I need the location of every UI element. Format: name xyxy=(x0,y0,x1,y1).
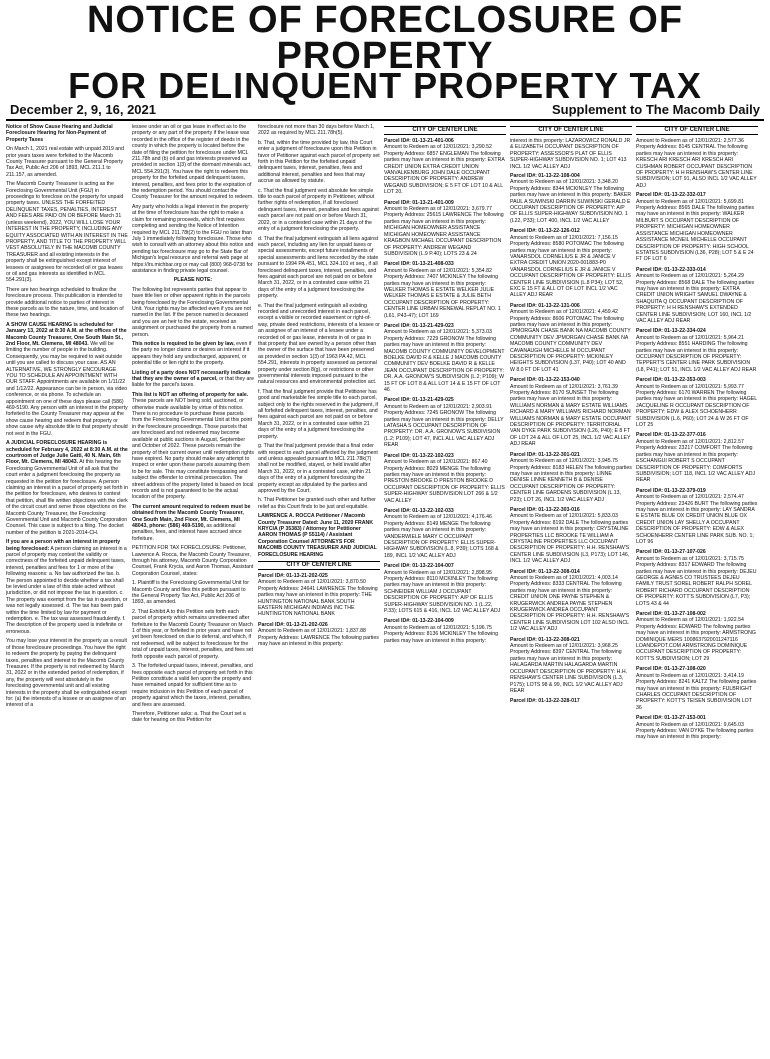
parcel-entry xyxy=(510,637,632,695)
section-heading: CITY OF CENTER LINE xyxy=(258,561,380,570)
parcel-details: Amount to Redeem as of 12/01/2021: 3,290.52 Property Address: 6857 ENGLEMAN The following parties may have an interest in this property: EXTRA CREDIT UNION EXTRA CREDIT UNION VANVALKENBURG JOHN DALE OCCUPANT DESCRIPTION OF PROPERTY: ANDREW WEGAND SUBDIVISION; E 5 FT OF LOT 10 & ALL LOT 20. xyxy=(384,144,505,196)
paragraph-text: We will be limiting the number of people in the building. Consequently, you may be required to wait outside until you are called to discuss your case. AS AN ALTERNATIVE, WE STRONGLY ENCOURAGE YOU TO SCHEDULE AN APPOINTMENT WITH OUR STAFF. Appointments are available on 1/11/22 and 1/12/22. Appearance can be in person, via video conference, or via phone. To schedule an appointment on one of these days please call (586) 469-5190. Any person with an interest in the property forfeited to the County Treasurer may appear at the show cause hearing and redeem that property or show cause why absolute title to that property should not vest in the FGU. xyxy=(6,341,128,437)
parcel-id: Parcel ID#: 01-13-22-102-033 xyxy=(384,507,454,514)
parcel-entry xyxy=(384,261,506,319)
paragraph-text: as additional penalties, fees, and interest have accrued since forfeiture. xyxy=(132,522,242,542)
parcel-id: Parcel ID#: 01-13-21-202-026 xyxy=(258,621,328,628)
paragraph: The following list represents parties that appear to have title lien or other apparent rights in the parcels being foreclosed by the Foreclosing Governmental Unit. Your rights may be affected even if you are not named in the list. If the person named is deceased and you are an heir to the estate, received an assignment or purchased the property from a named person. xyxy=(132,286,253,338)
parcel-id: Parcel ID#: 01-13-27-108-002 xyxy=(636,611,706,618)
signature-block: LAWRENCE A. ROCCA Petitioner / Macomb County Treasurer Dated: June 11, 2020 FRANK KRYCIA (P 35383) / Attorney for Petitioner AARON THOMAS (P 55114) / Assistant Corporation Counsel ATTORNEYS FOR MACOMB COUNTY TREASURER AND JUDICIAL FORECLOSURE HEARING xyxy=(258,513,377,558)
columns xyxy=(6,124,764,1059)
title-line-1: NOTICE OF FORECLOSURE OF PROPERTY xyxy=(86,0,684,77)
paragraph: e. That the final judgment extinguish all existing recorded and unrecorded interest in each parcel, except a visible or recorded easement or right-of-way, private deed restrictions, interests of a lessee or an assignee of an interest of a lessee under a recorded oil or gas lease, interests in oil or gas in that property that are owned by a person other than the owner of the surface that have been preserved as provided in section 1(3) of 1963 PA 42, MCL 554.291, interests in property assessed as personal property under section 8(g), or restrictions or other governmental interests imposed pursuant to the natural resources and environmental protection act. xyxy=(258,302,380,386)
paragraph: Any party who holds a legal interest in the property at the time of foreclosure has the right to make a claim for remaining proceeds, which first requires completing and sending the Notice of Intention required by MCL 211.78t(2) to the FGU no later than July 1 immediately following foreclosure. Those who wish to consult with an attorney about this notice and pending tax foreclosure may go to the State Bar of Michigan's legal resource and referral web page at https://lrs.michbar.org or may call (800) 968-0738 for assistance in finding private legal counsel. xyxy=(132,203,254,274)
parcel-id: Parcel ID#: 01-13-27-153-001 xyxy=(636,715,706,722)
parcel-details: Amount to Redeem as of 12/01/2021: 4,459.42 Property Address: 8606 POTOMAC The following parties may have an interest in this property: JPMORGAN CHASE BANK NA MACOMB COUNTY COMMUNITY DEV JPMORGAN CHASE BANK NA MACOMB COUNTY COMMUNITY DEV CAVANAUGH MICHELLE M OCCUPANT DESCRIPTION OF PROPERTY: MCKINLEY HEIGHTS SUBDIVISION (L37, P40); LOT 40 AND W 8.0 FT OF LOT 41 xyxy=(510,309,631,373)
parcel-entry xyxy=(636,549,758,607)
paragraph: 3. The forfeited unpaid taxes, interest, penalties, and fees opposite each parcel of property set forth in this Petition constitute a valid lien upon the property and have remained unpaid for sufficient time as to require inclusion in this Petition of each parcel of property against which the taxes, interest, penalties, and fees are assessed. xyxy=(132,663,253,708)
parcel-id: Parcel ID#: 01-13-21-401-006 xyxy=(384,138,454,144)
parcel-entry xyxy=(510,698,632,704)
paragraph-text: These parcels are NOT being sold, auctioned, or otherwise made available by virtue of this notice. There is no procedure to purchase these parcels from the Foreclosing Governmental Unit at this point in the foreclosure proceedings. Those parcels that are foreclosed and not redeemed may become available at public auctions in August, September and October of 2022. These parcels remain the property of their current owner until redemption rights have expired. No party should make any attempt to inspect or enter upon these parcels assuming them to be for sale. This may constitute trespassing and subject the offender to criminal prosecution. The street address of the property listed is based on local records and is not guaranteed to be the actual location of the property. xyxy=(132,398,254,501)
listing-text: Listing of a party does NOT necessarily indicate that they are the owner of a parcel, xyxy=(132,369,251,383)
parcel-id: Parcel ID#: 01-13-22-131-006 xyxy=(510,302,580,309)
column-5 xyxy=(510,124,632,1059)
publication-dates: December 2, 9, 16, 2021 xyxy=(10,102,156,117)
parcel-details: Amount to Redeem as of 12/01/2021: 3,870.50 Property Address: 24641 LAWRENCE The following parties may have an interest in this property: THE HUNTINGTON NATIONAL BANK SOUTH EASTERN MICHIGAN INDIANS INC THE HUNTINGTON NATIONAL BANK xyxy=(258,579,378,618)
column-1 xyxy=(6,124,128,1059)
section-heading: CITY OF CENTER LINE xyxy=(384,126,506,135)
parcel-id: Parcel ID#: 01-13-27-108-020 xyxy=(636,666,706,673)
parcel-details: Amount to Redeem as of 12/01/2021: 7,156.15 Property Address: 8580 POTOMAC The following parties may have an interest in this property: VANARSDOL CORNELIUS E JR & JANICE V EXTRA CREDIT UNION 2020-001883-P0 VANARSDOL CORNELIUS E JR & JANICE V OCCUPANT DESCRIPTION OF PROPERTY: ELLIS CENTER LINE SUBDIVISION (L.8 P34); LOT 52, EXC E 15 FT & ALL OT OF LOT INCL 1/2 VAC ALLEY ADJ REAR xyxy=(510,234,631,299)
paragraph: On March 1, 2021 real estate with unpaid 2019 and prior years taxes were forfeited to the Macomb County Treasurer pursuant to the General Property Tax Act, Public Act 206 of 1893, MCL 211.1 to 211.157, as amended. xyxy=(6,146,124,178)
parcel-details: Amount to Redeem as of 12/01/2021: 9,645.03 Property Address: VAN DYKE The following parties may have an interest in this property: xyxy=(636,721,754,741)
supplement-label: Supplement to The Macomb Daily xyxy=(551,102,760,117)
paragraph xyxy=(132,504,254,542)
paragraph xyxy=(6,539,128,635)
parcel-entry xyxy=(384,200,506,258)
paragraph xyxy=(6,322,128,437)
parcel-details: Amount to Redeem as of 12/01/2021: 2,898.95 Property Address: 8110 MCKINLEY The following parties may have an interest in this property: SCHNEIDER WILLIAM J OCCUPANT DESCRIPTION OF PROPERTY: A/P OF ELLIS SUPER-HIGHWAY SUBDIVISION NO. 1 (L.22, P.33); LOTS 615 & 416, INCL 1/2 VAC ALLEY ADJ xyxy=(384,569,501,615)
parcel-entry xyxy=(636,192,758,262)
title-line-2: FOR DELINQUENT PROPERTY TAX xyxy=(68,65,702,106)
parcel-id: Parcel ID#: 01-13-22-334-024 xyxy=(636,328,706,335)
paragraph-text: or that they are liable for the parcel's taxes. xyxy=(132,376,254,389)
paragraph: The Macomb County Treasurer is acting as the Foreclosing Governmental Unit (FGU) in proceedings to foreclose on the property for unpaid property taxes. UNLESS THE FORFEITED DELINQUENT TAXES, PENALTIES, INTEREST AND FEES ARE PAID ON OR BEFORE March 31 (unless weekend), 2022, YOU WILL LOSE YOUR INTEREST IN THE PROPERTY, INCLUDING ANY EQUITY ASSOCIATED WITH AN INTEREST IN THE PROPERTY, AND TITLE TO THE PROPERTY WILL VEST ABSOLUTELY IN THE MACOMB COUNTY TREASURER and all existing interests in the property shall be extinguished except interest of lessees or assignees for recorded oil or gas leases or oil and gas interests as identified in MCL 554.291(3). xyxy=(6,181,128,284)
parcel-id: Parcel ID#: 01-13-21-401-009 xyxy=(384,199,454,206)
parcel-id: Parcel ID#: 01-13-22-104-007 xyxy=(384,563,454,570)
page-title xyxy=(6,2,764,104)
parcel-entry xyxy=(258,573,380,618)
paragraph: foreclosure not more than 30 days before March 1, 2022 as required by MCL 211.78h(5). xyxy=(258,124,375,137)
parcel-entry xyxy=(384,397,506,448)
parcel-details: Amount to Redeem as of 12/01/2021: 4,003.14 Property Address: 8333 CENTRAL The following parties may have an interest in this property: CREDIT UNION ONE PAYNE STEPHEN & KRUGERWICK ANDREA PAYNE STEPHEN KRUGERWICK ANDREA OCCUPANT DESCRIPTION OF PROPERTY: H.H. RENSHAW'S CENTER LINE SUBDIVISION LOT 102 ALSO INCL 1/2 VAC ALLEY ADJ xyxy=(510,575,630,633)
parcel-details: Amount to Redeem as of 12/01/2021: 5,993.77 Property Address: 6170 WARREN The following parties may have an interest in this property: HAGEL JACQUELINE R OCCUPANT DESCRIPTION OF PROPERTY: EDW & ALEX SCHOENHERR SUBDIVISION (L.6, P60); LOT 24 & W 26 FT OF LOT 25 xyxy=(636,383,757,429)
parcel-entry xyxy=(636,715,758,741)
paragraph: b. That, within the time provided by law, this Court enter a judgment of foreclosure upon this Petition in favor of Petitioner against each parcel of property set forth in this Petition for the forfeited unpaid delinquent taxes, interest, penalties, fees and additional interest, penalties and fees that may accrue as allowed by statute. xyxy=(258,139,380,185)
parcel-entry xyxy=(384,508,506,559)
paragraph: There are two hearings scheduled to finalize the foreclosure process. This publication is intended to provide additional notice to parties of interest in these parcels as to the nature, time, and location of these two hearings. xyxy=(6,286,124,319)
parcel-id: Parcel ID#: 01-13-22-126-012 xyxy=(510,228,580,235)
parcel-entry xyxy=(384,563,506,614)
parcel-details: Amount to Redeem as of 12/01/2021: 5,354.82 Property Address: 7407 MCKINLEY The following parties may have an interest in this property: WELKER THOMAS E ESTATE WELKER JULIE WELKER THOMAS E ESTATE & JULIE BETH OCCUPANT DESCRIPTION OF PROPERTY: CENTER LINE URBAN RENEWAL REPLAT NO. 1 (L61, P43-47); LOT 169 xyxy=(384,267,501,319)
parcel-id: Parcel ID#: 01-13-22-308-021 xyxy=(510,636,580,643)
parcel-id: Parcel ID#: 01-13-22-377-016 xyxy=(636,432,706,439)
parcel-details: Amount to Redeem as of 12/01/2021: 2,574.47 Property Address: 23426 BURT The following parties may have an interest in this property: LAY SANDRA E ESTATE BLUE OX CREDIT UNION BLUE OX CREDIT UNION LAY SHELLY A OCCUPANT DESCRIPTION OF PROPERTY: EDW & ALEX SCHOENHERR CENTER LINE PARK SUB. NO. 1; LOT 96 xyxy=(636,494,758,545)
paragraph: PETITION FOR TAX FORECLOSURE: Petitioner, Lawrence A. Rocca, the Macomb County Treasurer, through his attorney, Macomb County Corporation Counsel, Frank Krycia, and Aaron Thomas, Assistant Corporation Counsel, states: xyxy=(132,545,254,577)
parcel-entry xyxy=(636,488,758,546)
newspaper-page xyxy=(0,2,770,1026)
parcel-details: Amount to Redeem as of 12/01/2021: 3,348.20 Property Address: 8344 MCKINLEY The following parties may have an interest in this property: BAKER PAUL A SUWINSKI DARRIN SUWINSKI GERALD E OCCUPANT DESCRIPTION OF PROPERTY: A/P OF ELLIS SUPER-HIGHWAY SUBDIVISION NO. 1 (L22, P33); LOT 400, INCL 1/2 VAC ALLEY xyxy=(510,179,632,224)
paragraph: c. That the final judgment vest absolute fee simple title to each parcel of property in Petitioner, without further rights of redemption, if all foreclosed delinquent taxes, interest, penalties and fees against each parcel are not paid on or before March 31, 2022, or in a contested case within 21 days of the entry of a judgment foreclosing the property. xyxy=(258,187,379,233)
parcel-id: Parcel ID#: 01-13-22-104-009 xyxy=(384,618,454,625)
paragraph: 2. That Exhibit A to this Petition sets forth each parcel of property which remains unredeemed after forfeiture to the Macomb County Treasurer on March 1 of this year, or forfeited in prior years and have not yet been foreclosed on due to deferral, and which, if not redeemed, will be subject to foreclosure for the total of unpaid taxes, interest, penalties, and fees set forth opposite each parcel of property. xyxy=(132,608,254,660)
parcel-details: Amount to Redeem as of 12/01/2021: 3,968.25 Property Address: 8397 CENTRAL The following parties may have an interest in this property: HALAGARDA MARTIN HALAGARDA MARTIN OCCUPANT DESCRIPTION OF PROPERTY: H.H. RENSHAW'S CENTER LINE SUBDIVISION (L.3, P175); LOTS 98 & 99, INCL 1/2 VAC ALLEY ADJ REAR xyxy=(510,643,628,694)
parcel-entry xyxy=(384,138,506,196)
parcel-id: Parcel ID#: 01-13-21-408-033 xyxy=(384,261,454,268)
parcel-details: Amount to Redeem as of 12/01/2021: 5,373.03 Property Address: 7229 GRONOW The following parties may have an interest in this property: MACOMB COUNTY COMMUNITY DEVELOPMENT BOELKE DAVID R & KELLE J MACOMB COUNTY COMMUNITY DEV BOELKE DAVID R & KELLE JEAN OCCUPANT DESCRIPTION OF PROPERTY: DR. A.A. GRONOW'S SUBDIVISION (L.2; P109); W 15 FT OF LOT 8 & ALL LOT 14 & E 15 FT OF LOT 46 xyxy=(384,329,505,394)
paragraph xyxy=(132,341,254,367)
parcel-id: Parcel ID#: 01-13-22-108-004 xyxy=(510,173,580,180)
parcel-entry xyxy=(384,453,506,504)
parcel-entry xyxy=(258,622,380,648)
parcel-details: Amount to Redeem as of 12/01/2021: 867.40 Property Address: 8029 MENGE The following parties may have an interest in this property: PRESTON BROOKE D PRESTON BROOKE D OCCUPANT DESCRIPTION OF PROPERTY: ELLIS SUPER-HIGHWAY SUBDIVISION LOT 266 & 1/2 VAC ALLEY xyxy=(384,459,505,504)
paragraph xyxy=(132,392,254,501)
paragraph: g. That the final judgment provide that a final order with respect to each parcel affected by the judgment and unless appealed pursuant to MCL 211.78k(7) shall not be modified, stayed, or held invalid after March 31, 2022, or in a contested case, within 21 days of the entry of a judgment foreclosing the property except as stipulated by the parties and approved by the Court. xyxy=(258,443,378,494)
parcel-entry xyxy=(510,377,632,447)
parcel-details: Amount to Redeem as of 12/01/2021: 5,699.81 Property Address: 8565 DALE The following parties may have an interest in this property: WALKER MILBURT S OCCUPANT DESCRIPTION OF PROPERTY: MICHIGAN HOMEOWNER ASSISTANCE MICHIGAN HOMEOWNER ASSISTANCE MCNEIL MICHELLE OCCUPANT DESCRIPTION OF PROPERTY: HIGH SCHOOL ESTATES SUBDIVISION (L36, P28); LOT 5 & E 24 FT OF LOT 6 xyxy=(636,198,755,263)
parcel-id: Parcel ID#: 01-13-22-328-017 xyxy=(510,698,580,705)
paragraph xyxy=(132,370,254,389)
paragraph-text: At this hearing the Foreclosing Governmental Unit of all ask that the court enter a judgment foreclosing the property as requested in the petition for foreclosure. A person claiming an interest in a parcel of property set forth in the petition for foreclosure, who desires to contest that petition, shall file written objections with the clerk of the circuit court and serve those objections on the Macomb County Treasurer, the Foreclosing Governmental Unit and Macomb County Corporation Counsel. This case is subject to a filing. The docket number of the petition is 2021-2014-CH. xyxy=(6,459,128,536)
parcel-details: Amount to Redeem as of 12/01/2021: 5,264.29 Property Address: 8568 DALE The following parties may have an interest in this property: EXTRA CREDIT UNION WRIGHT SAMUEL DWAYNE & SHAQUITA Q OCCUPANT DESCRIPTION OF PROPERTY: H H RENSHAW'S EXTENDED CENTER LINE SUBDIVISION; LOT 160, INCL 1/2 VAC ALLEY ADJ REAR xyxy=(636,273,755,324)
parcel-entry xyxy=(636,611,758,662)
parcel-id: Parcel ID#: 01-13-22-333-014 xyxy=(636,266,706,273)
please-note-heading: PLEASE NOTE: xyxy=(173,277,213,284)
parcel-continued: interest in this property: LAZAROWICZ RONALD JR & ELIZABETH OCCUPANT DESCRIPTION OF PROPERTY: ASSESSOR'S PLAT OF ELLIS SUPER-HIGHWAY SUBDIVISION NO. 1; LOT 413 INCL 1/2 VAC ALLEY ADJ xyxy=(510,138,631,170)
column-2 xyxy=(132,124,254,1059)
parcel-details: Amount to Redeem as of 12/01/2021: 5,833.03 Property Address: 8192 DALE The following parties may have an interest in this property: CRYSTALINE PROPERTIES LLC BROOKE TE WILLIAM A CRYSTALINE PROPERTIES LLC OCCUPANT DESCRIPTION OF PROPERTY: H.H. RENSHAW'S CENTER LINE SUBDIVISION (L3, P173); LOT 146, INCL 1/2 VAC ALLEY ADJ xyxy=(510,513,630,565)
not-for-sale-text: This list is NOT an offering of property for sale. xyxy=(132,391,249,398)
parcel-continued: Amount to Redeem as of 12/01/2021: 2,577.36 Property Address: 8145 CENTRAL The following parties may have an interest in this property: KRESCH ARI KRESCH ARI KRESCH ARI CUSHMAN ROBERT OCCUPANT DESCRIPTION OF PROPERTY: H H RENSHAW'S CENTER LINE SUBDIVISION; LOT 91, ALSO INCL 1/2 VAC ALLEY ADJ xyxy=(636,138,757,189)
paragraph xyxy=(6,440,128,536)
column-6 xyxy=(636,124,758,1059)
parcel-id: Parcel ID#: 01-13-21-429-025 xyxy=(384,397,454,404)
parcel-id: Parcel ID#: 01-13-21-202-025 xyxy=(258,573,328,579)
parcel-entry xyxy=(510,173,632,224)
parcel-entry xyxy=(636,432,758,483)
section-heading: CITY OF CENTER LINE xyxy=(636,126,758,135)
parcel-id: Parcel ID#: 01-13-27-107-026 xyxy=(636,549,706,556)
parcel-details: Amount to Redeem as of 12/01/2021: 3,945.75 Property Address: 8183 HELEN The following parties may have an interest in this property: LINNE DENISE LINNE KENNETH B & DENISE OCCUPANT DESCRIPTION OF PROPERTY: CENTER LINE GARDENS SUBDIVISION (L.13, P23); LOT 26, INCL 1/2 VAC ALLEY ADJ xyxy=(510,458,632,503)
parcel-id: Parcel ID#: 01-13-21-429-023 xyxy=(384,322,454,329)
paragraph: Therefore, Petitioner asks: a. That the Court set a date for hearing on this Petition for xyxy=(132,710,246,724)
column-4 xyxy=(384,124,506,1059)
parcel-details: Amount to Redeem as of 12/01/2021: 3,715.75 Property Address: 8317 EDWARD The following parties may have an interest in this property: DEJEU GEORGE & AGNES CO TRUSTEES DEJEU FAMILY TRUST SOREL ROBERT RALPH SOREL ROBERT RICHARD OCCUPANT DESCRIPTION OF PROPERTY: KOTT'S SUBDIVISION (L7, P3); LOTS 43 & 44 xyxy=(636,555,757,607)
parcel-entry xyxy=(510,303,632,373)
interest-heading: If you are a person with an interest in property being foreclosed: xyxy=(6,539,121,552)
notice-required-text: This notice is required to be given by law, xyxy=(132,341,235,347)
parcel-entry xyxy=(636,377,758,428)
paragraph: lessee under an oil or gas lease in effect as to the property or any part of the property if the lease was recorded in the office of the register of deeds in the county in which the property is located before the date of filing the petition for foreclosure under MCL 211.78h and (b) oil and gas interests preserved as provided in section 1(3) of the dormant minerals act, MCL 554.291(3). You have the right to redeem this property for the forfeited unpaid delinquent taxes, interest, penalties, and fees prior to the expiration of the redemption period. You should contact the County Treasurer for the amount required to redeem. xyxy=(132,124,254,201)
parcel-details: Amount to Redeem as of 12/01/2021: 5,196.75 Property Address: 8136 MCKINLEY The following parties may have an interest in this property: xyxy=(384,624,498,644)
parcel-id: Parcel ID#: 01-13-22-301-021 xyxy=(510,451,580,458)
paragraph-text: even if the party no longer claims or desires an interest if it appears they hold any undischarged, apparent, or potential title or lien right to the property. xyxy=(132,341,252,367)
parcel-entry xyxy=(510,228,632,298)
section-heading: CITY OF CENTER LINE xyxy=(510,126,632,135)
paragraph: f. That the final judgment provide that Petitioner has good and marketable fee simple title to each parcel, subject only to the rights reserved in the judgment, if all forfeited delinquent taxes, interest, penalties, and fees against each parcel are not paid on or before March 31, 2022, or in a contested case within 21 days of the entry of a judgment foreclosing the property. xyxy=(258,388,378,440)
parcel-id: Parcel ID#: 01-13-22-102-023 xyxy=(384,452,454,459)
parcel-details: Amount to Redeem as of 12/01/2021: 3,761.39 Property Address: 8170 SUNSET The following parties may have an interest in this property: WILLIAMS NORMAN & MARY ESTATE WILLIAMS RICHARD & MARY WILLIAMS RICHARD NORMAN WILLIAMS NORMAN & MARY ESTATE OCCUPANT DESCRIPTION OF PROPERTY: TERRITORIAL VAN DYKE PARK SUBDIVISION (L26, P40); E 8 FT OF LOT 24 & ALL OF LOT 25, INCL 1/2 VAC ALLEY ADJ REAR xyxy=(510,383,632,448)
parcel-entry xyxy=(510,507,632,565)
paragraph: h. That Petitioner be granted such other and further relief as this Court finds to be just and equitable. xyxy=(258,497,376,510)
paragraph: 1. Plaintiff is the Foreclosing Governmental Unit for Macomb County and files this petition pursuant to the General Property Tax Act, Public Act 206 of 1893, as amended. xyxy=(132,580,249,606)
intro-heading: Notice of Show Cause Hearing and Judicial Foreclosure Hearing for Non-Payment of Property Taxes xyxy=(6,124,113,143)
paragraph: You may lose your interest in the property as a result of those foreclosure proceedings. You have the right to redeem the property by paying the delinquent taxes, penalties and interest to the Macomb County Treasurer. If the property is not redeemed by March 31, 2022 or in the extended period of redemption, if any, the property will vest absolutely in the foreclosing governmental unit and all existing interests in the property shall be extinguished except for: (a) the interests of a lessee or an assignee of an interest of a xyxy=(6,638,127,709)
parcel-details: Amount to Redeem as of 12/01/2021: 1,922.54 Property Address: EDWARD The following parties may have an interest in this property: ARMSTRONG DOMINIQUE MERS 1008637920011247116 LOANDEPOT.COM ARMSTRONG DOMINIQUE OCCUPANT DESCRIPTION OF PROPERTY: KOTT'S SUBDIVISION; LOT 29 xyxy=(636,617,756,662)
parcel-id: Parcel ID#: 01-13-22-303-016 xyxy=(510,506,580,513)
parcel-details: Amount to Redeem as of 12/01/2021: 5,964.21 Property Address: 8551 HARDING The following parties may have an interest in this property: OCCUPANT DESCRIPTION OF PROPERTY: TEPPERT'S CENTER LINE PARK SUBDIVISION (L8, P41); LOT 51, INCL 1/2 VAC ALLEY ADJ REAR xyxy=(636,334,757,373)
parcel-entry xyxy=(510,569,632,633)
parcel-details: Amount to Redeem as of 12/01/2021: 2,903.91 Property Address: 7245 GRONOW The following parties may have an interest in this property: DELLY LATASHA S OCCUPANT DESCRIPTION OF PROPERTY: DR. A.A. GRONOW'S SUBDIVISION (L.2; P109); LOT 47, INCL ALL VAC ALLEY ADJ REAR xyxy=(384,403,504,449)
parcel-id: Parcel ID#: 01-13-22-308-014 xyxy=(510,568,580,575)
parcel-details: Amount to Redeem as of 12/01/2021: 1,837.88 Property Address: LAWRENCE The following parties may have an interest in this property: xyxy=(258,628,379,648)
parcel-details: Amount to Redeem as of 12/01/2021: 2,812.57 Property Address: 23217 COMFORT The following parties may have an interest in this property: ESCHANGUI ROBERT S OCCUPANT DESCRIPTION OF PROPERTY: COMFORTS SUBDIVISION; LOT 118, INCL 1/2 VAC ALLEY ADJ REAR xyxy=(636,438,756,484)
parcel-id: Parcel ID#: 01-13-22-332-017 xyxy=(636,192,706,199)
parcel-details: Amount to Redeem as of 12/01/2021: 3,414.19 Property Address: 8241 KALTZ The following parties may have an interest in this property: FULBRIGHT CHARLES OCCUPANT DESCRIPTION OF PROPERTY: KOTT'S TEISEN SUBDIVISION LOT 36 xyxy=(636,672,757,711)
parcel-details: Amount to Redeem as of 12/01/2021: 4,176.46 Property Address: 8149 MENGE The following parties may have an interest in this property: VANDERWIELE MARY C OCCUPANT DESCRIPTION OF PROPERTY: ELLIS SUPER-HIGHWAY SUBDIVISION (L.8, P39); LOTS 168 & 189, INCL 1/2 VAC ALLEY ADJ xyxy=(384,514,499,559)
parcel-details: Amount to Redeem as of 12/01/2021: 3,679.77 Property Address: 25615 LAWRENCE The following parties may have an interest in this property: MICHIGAN HOMEOWNER ASSISTANCE MICHIGAN HOMEOWNER ASSISTANCE KRAGBON MICHAEL OCCUPANT DESCRIPTION OF PROPERTY: ANDREW WEGAND SUBDIVISION (L.9 P.40); LOTS 23 & 24 xyxy=(384,206,504,257)
judicial-hearing-text: A JUDICIAL FORECLOSURE HEARING is scheduled for February 4, 2022 at 8:30 A.M. at the courtroom of Judge Julie Gatti, 40 N. Main, 6th Floor, Mt. Clemens, MI 48043. xyxy=(6,440,128,466)
parcel-entry xyxy=(636,328,758,373)
parcel-entry xyxy=(636,267,758,325)
show-cause-hearing-text: A SHOW CAUSE HEARING is scheduled for January 13, 2022 at 8:30 A.M. at the offices of the Macomb County Treasurer, One South Main St., 2nd Floor, Mt. Clemens, MI 48043. xyxy=(6,321,127,347)
paragraph-text: A person claiming an interest in a parcel of property may contest the validity or correctness of the forfeited unpaid delinquent taxes, interest, penalties and fees for 1 or more of the following reasons: a. No law authorized the tax. b. The person appointed to decide whether a tax shall be levied under a law of this state acted without jurisdiction, or did not impose the tax in question. c. The property was exempt from the tax in question, or was not legally assessed. d. The tax has been paid within the time limited by law for payment or redemption. e. The tax was assessed fraudulently. f. The description of the property used is indefinite or erroneous. xyxy=(6,545,128,635)
parcel-id: Parcel ID#: 01-13-22-379-019 xyxy=(636,487,706,494)
parcel-entry xyxy=(636,666,758,711)
parcel-entry xyxy=(510,452,632,503)
parcel-entry xyxy=(384,618,506,644)
parcel-id: Parcel ID#: 01-13-22-353-003 xyxy=(636,377,706,384)
redeem-amount-text: The current amount required to redeem must be obtained from the Macomb County Treasurer, One South Main, 2nd Floor, Mt. Clemens, MI 48043, phone: (586) 469-5190, xyxy=(132,503,251,529)
parcel-entry xyxy=(384,323,506,393)
paragraph: d. That the final judgment extinguish all liens against each parcel, including any lien for unpaid taxes or special assessments, except future installments of special assessments and liens recorded by the state pursuant to 1994 PA 451, MCL 324.101 et seq., if all foreclosed delinquent taxes, interest, penalties, and fees against each parcel are not paid on or before March 31, 2022, or in a contested case within 21 days of the entry of a judgment foreclosing the property. xyxy=(258,235,379,300)
parcel-id: Parcel ID#: 01-13-22-153-040 xyxy=(510,377,580,384)
column-3 xyxy=(258,124,380,1059)
